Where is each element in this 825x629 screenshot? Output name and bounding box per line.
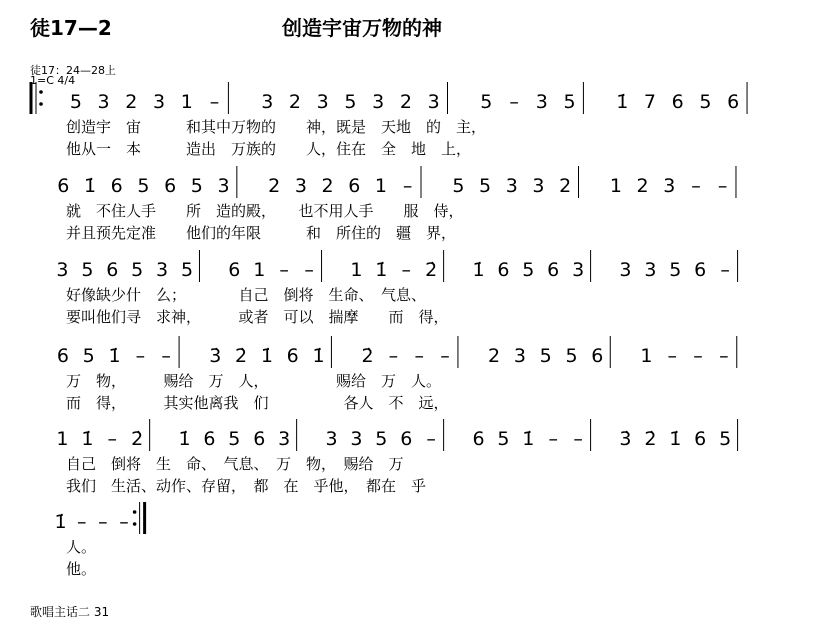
note-digit: 1: [180, 91, 193, 113]
note-digit: 3: [572, 259, 585, 281]
note-digit: 6: [164, 175, 177, 197]
note-digit: 5: [522, 259, 535, 281]
note-digit: 2: [268, 175, 281, 197]
note-digit: 6: [348, 175, 361, 197]
note-digit: 5: [137, 175, 150, 197]
note-digit: 6: [286, 345, 299, 367]
note-digit: 5: [190, 175, 203, 197]
note-digit: 2: [488, 345, 501, 367]
note-digit: 1̇: [81, 428, 94, 450]
note-digit: 1: [253, 259, 266, 281]
note-digit: 3: [513, 345, 526, 367]
lyric-line-2: 而 得， 其实他离我 们 各人 不 远，: [66, 394, 449, 412]
note-digit: 5: [669, 259, 682, 281]
note-dash: –: [76, 511, 87, 533]
note-dash: –: [717, 175, 728, 197]
lyric-line-1: 万 物， 赐给 万 人， 赐给 万 人。: [66, 372, 442, 390]
lyric-line-1: 人。: [66, 538, 97, 556]
note-digit: 5: [480, 91, 493, 113]
note-dash: –: [440, 345, 450, 367]
note-digit: 2: [321, 175, 334, 197]
note-digit: 1: [374, 175, 388, 197]
note-digit: 2: [125, 91, 138, 113]
note-digit: 5: [699, 91, 712, 113]
note-digit: 6: [694, 259, 707, 281]
note-digit: 3: [97, 91, 110, 113]
note-digit: 5: [131, 259, 144, 281]
note-digit: 2: [399, 91, 412, 113]
note-digit: 6: [727, 91, 740, 113]
note-digit: 5: [180, 259, 194, 281]
note-dash: –: [693, 345, 703, 367]
note-digit: 3: [156, 259, 169, 281]
note-digit: 1: [350, 259, 363, 281]
note-digit: 1̇: [178, 428, 191, 450]
note-digit: 6: [203, 428, 216, 450]
note-digit: 2̇: [425, 259, 438, 281]
song-code: 徒17—2: [30, 16, 112, 40]
repeat-start-sign: [31, 82, 43, 114]
note-dash: –: [209, 91, 220, 113]
note-digit: 3: [56, 259, 69, 281]
note-digit: 3: [663, 175, 676, 197]
note-dash: –: [573, 428, 583, 450]
note-dash: –: [107, 428, 118, 450]
note-digit: 2: [288, 91, 302, 113]
note-dash: –: [279, 259, 289, 281]
note-dash: –: [304, 259, 314, 281]
note-digit: 3: [294, 175, 307, 197]
lyric-line-2: 他。: [66, 560, 97, 578]
note-dash: –: [119, 511, 129, 533]
note-digit: 5: [69, 91, 82, 113]
note-digit: 3: [644, 259, 657, 281]
lyric-line-2: 他从一 本 造出 万族的 人，住在 全 地 上，: [66, 140, 472, 158]
lyric-line-2: 并且预先定准 他们的年限 和 所住的 疆 界，: [66, 224, 457, 242]
note-digit: 3: [619, 259, 632, 281]
note-digit: 6: [57, 175, 70, 197]
note-digit: 5: [228, 428, 241, 450]
note-dash: –: [388, 345, 399, 367]
lyric-line-1: 创造宇 宙 和其中万物的 神，既是 天地 的 主，: [66, 118, 487, 136]
note-dash: –: [414, 345, 424, 367]
note-digit: 3: [325, 428, 338, 450]
note-digit: 3: [316, 91, 329, 113]
note-digit: 1: [609, 175, 622, 197]
note-digit: 2: [559, 175, 572, 197]
note-dash: –: [401, 259, 411, 281]
note-digit: 2̇: [644, 428, 657, 450]
note-digit: 7: [643, 91, 657, 113]
note-digit: 6: [110, 175, 123, 197]
note-digit: 1̇: [669, 428, 682, 450]
note-digit: 1̇: [54, 511, 67, 533]
note-digit: 2̇: [235, 345, 248, 367]
note-digit: 3: [278, 428, 291, 450]
note-digit: 3: [372, 91, 385, 113]
note-digit: 1: [640, 345, 653, 367]
note-digit: 5: [479, 175, 492, 197]
lyric-line-1: 自己 倒将 生 命、 气息、 万 物， 赐给 万: [66, 455, 404, 473]
note-digit: 5: [344, 91, 357, 113]
note-digit: 1̇: [472, 259, 485, 281]
repeat-end-sign: [133, 502, 145, 534]
note-digit: 3: [505, 175, 518, 197]
note-dash: –: [509, 91, 519, 113]
note-digit: 6: [694, 428, 707, 450]
note-digit: 6: [671, 91, 684, 113]
note-dash: –: [426, 428, 436, 450]
note-digit: 1̇: [616, 91, 629, 113]
note-digit: 5: [563, 91, 576, 113]
lyric-line-1: 就 不住人手 所 造的殿， 也不用人手 服 侍，: [66, 202, 464, 220]
footer-credit: 歌唱主话二 31: [30, 605, 110, 619]
note-digit: 6: [547, 259, 560, 281]
note-digit: 6: [497, 259, 510, 281]
scripture-reference: 徒17：24—28上: [30, 64, 116, 77]
note-digit: 1̇: [375, 259, 388, 281]
note-digit: 6: [228, 259, 241, 281]
note-dash: –: [667, 345, 677, 367]
note-digit: 5: [375, 428, 388, 450]
note-digit: 5: [539, 345, 552, 367]
note-digit: 6: [56, 345, 69, 367]
note-digit: 3: [427, 91, 440, 113]
note-dash: –: [135, 345, 146, 367]
note-digit: 1̇: [260, 345, 273, 367]
note-digit: 5: [565, 345, 578, 367]
note-digit: 2̇: [131, 428, 144, 450]
note-dash: –: [402, 175, 413, 197]
note-digit: 5: [452, 175, 465, 197]
note-digit: 6: [472, 428, 485, 450]
note-digit: 3̇: [619, 428, 632, 450]
note-digit: 6: [253, 428, 266, 450]
note-digit: 1̇: [312, 345, 325, 367]
note-digit: 2̇: [361, 345, 374, 367]
note-digit: 1̇: [108, 345, 121, 367]
note-digit: 3̇: [209, 345, 222, 367]
note-digit: 1̇: [522, 428, 535, 450]
note-digit: 5: [719, 428, 732, 450]
note-digit: 6: [591, 345, 604, 367]
note-digit: 6: [400, 428, 413, 450]
note-digit: 1̇: [83, 175, 97, 197]
lyric-line-2: 要叫他们寻 求神， 或者 可以 揣摩 而 得，: [66, 308, 449, 326]
lyric-line-2: 我们 生活、动作、存留， 都 在 乎他， 都在 乎: [66, 477, 427, 495]
note-digit: 1: [56, 428, 69, 450]
note-digit: 3: [153, 91, 166, 113]
note-dash: –: [720, 259, 730, 281]
song-title: 创造宇宙万物的神: [282, 16, 442, 40]
note-digit: 3: [535, 91, 548, 113]
note-digit: 3: [532, 175, 545, 197]
note-digit: 3: [261, 91, 274, 113]
note-digit: 6: [106, 259, 119, 281]
note-dash: –: [719, 345, 729, 367]
note-dash: –: [161, 345, 171, 367]
note-digit: 3: [217, 175, 230, 197]
note-dash: –: [548, 428, 558, 450]
note-dash: –: [98, 511, 108, 533]
note-digit: 5: [81, 259, 94, 281]
note-digit: 3: [350, 428, 363, 450]
key-signature: 1=C 4/4: [30, 74, 76, 87]
note-digit: 5: [497, 428, 510, 450]
note-digit: 2: [636, 175, 649, 197]
note-dash: –: [691, 175, 701, 197]
note-digit: 5: [82, 345, 95, 367]
lyric-line-1: 好像缺少什 么； 自己 倒将 生命、 气息、: [66, 286, 427, 304]
